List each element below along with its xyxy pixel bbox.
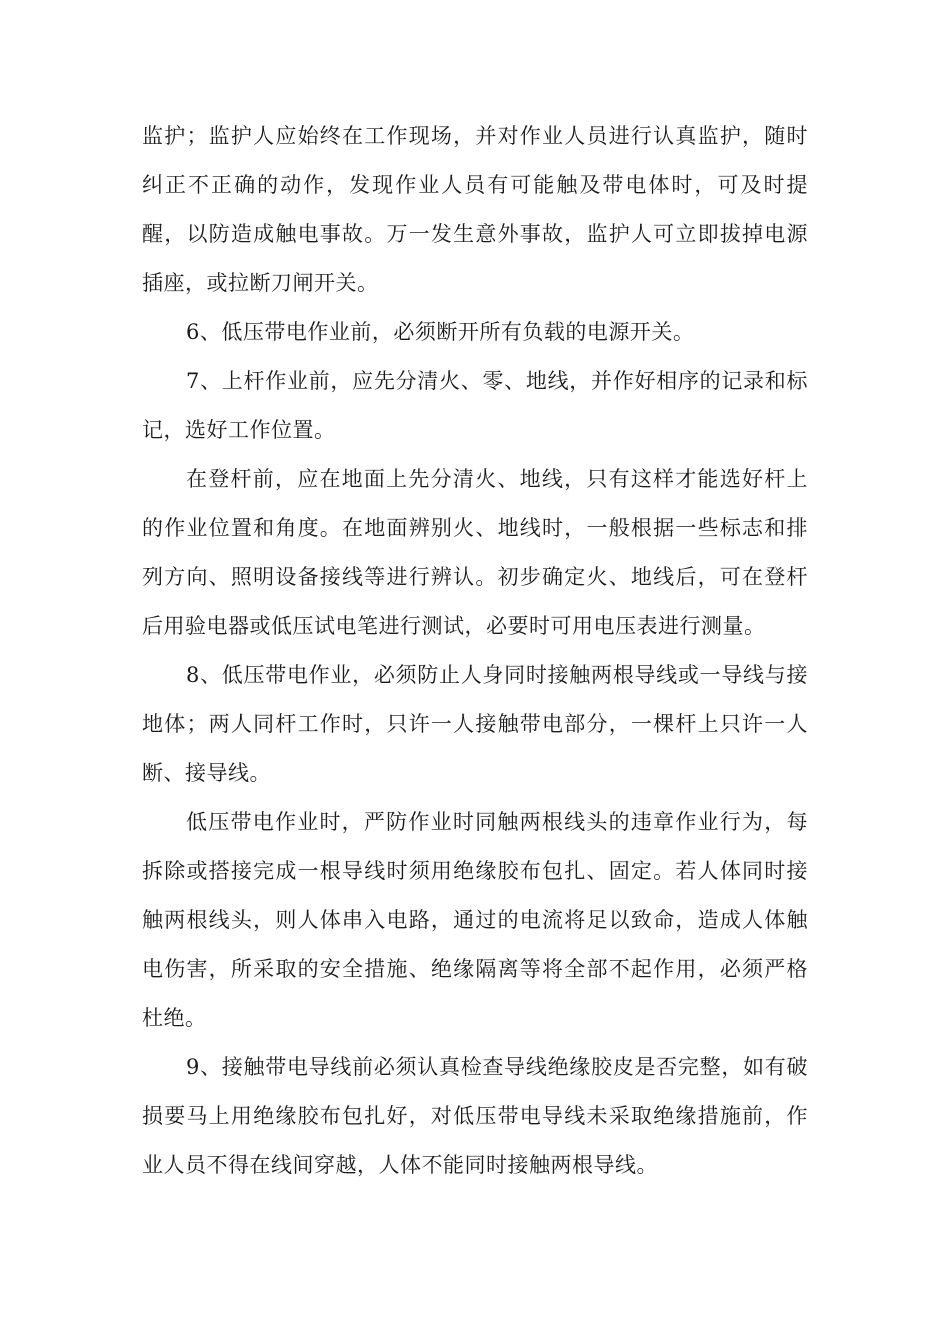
paragraph-monitoring: 监护；监护人应始终在工作现场，并对作业人员进行认真监护，随时纠正不正确的动作，发现作业人员有可能触及带电体时，可及时提醒，以防造成触电事故。万一发生意外事故，监护人可立即拔掉电源插座，或拉断刀闸开关。: [142, 124, 808, 295]
document-body: [142, 112, 808, 1190]
paragraph-item-7-detail: 在登杆前，应在地面上先分清火、地线，只有这样才能选好杆上的作业位置和角度。在地面辨别火、地线时，一般根据一些标志和排列方向、照明设备接线等进行辨认。初步确定火、地线后，可在登杆后用验电器或低压试电笔进行测试，必要时可用电压表进行测量。: [142, 467, 808, 638]
paragraph-item-7: 7、上杆作业前，应先分清火、零、地线，并作好相序的记录和标记，选好工作位置。: [142, 369, 808, 442]
paragraph-item-6: 6、低压带电作业前，必须断开所有负载的电源开关。: [186, 320, 695, 344]
paragraph-item-8: 8、低压带电作业，必须防止人身同时接触两根导线或一导线与接地体；两人同杆工作时，只许一人接触带电部分，一棵杆上只许一人断、接导线。: [142, 663, 808, 785]
paragraph-item-8-detail: 低压带电作业时，严防作业时同触两根线头的违章作业行为，每拆除或搭接完成一根导线时须用绝缘胶布包扎、固定。若人体同时接触两根线头，则人体串入电路，通过的电流将足以致命，造成人体触电伤害，所采取的安全措施、绝缘隔离等将全部不起作用，必须严格杜绝。: [142, 810, 808, 1030]
paragraph-item-9: 9、接触带电导线前必须认真检查导线绝缘胶皮是否完整，如有破损要马上用绝缘胶布包扎好，对低压带电导线未采取绝缘措施前，作业人员不得在线间穿越，人体不能同时接触两根导线。: [142, 1055, 808, 1177]
